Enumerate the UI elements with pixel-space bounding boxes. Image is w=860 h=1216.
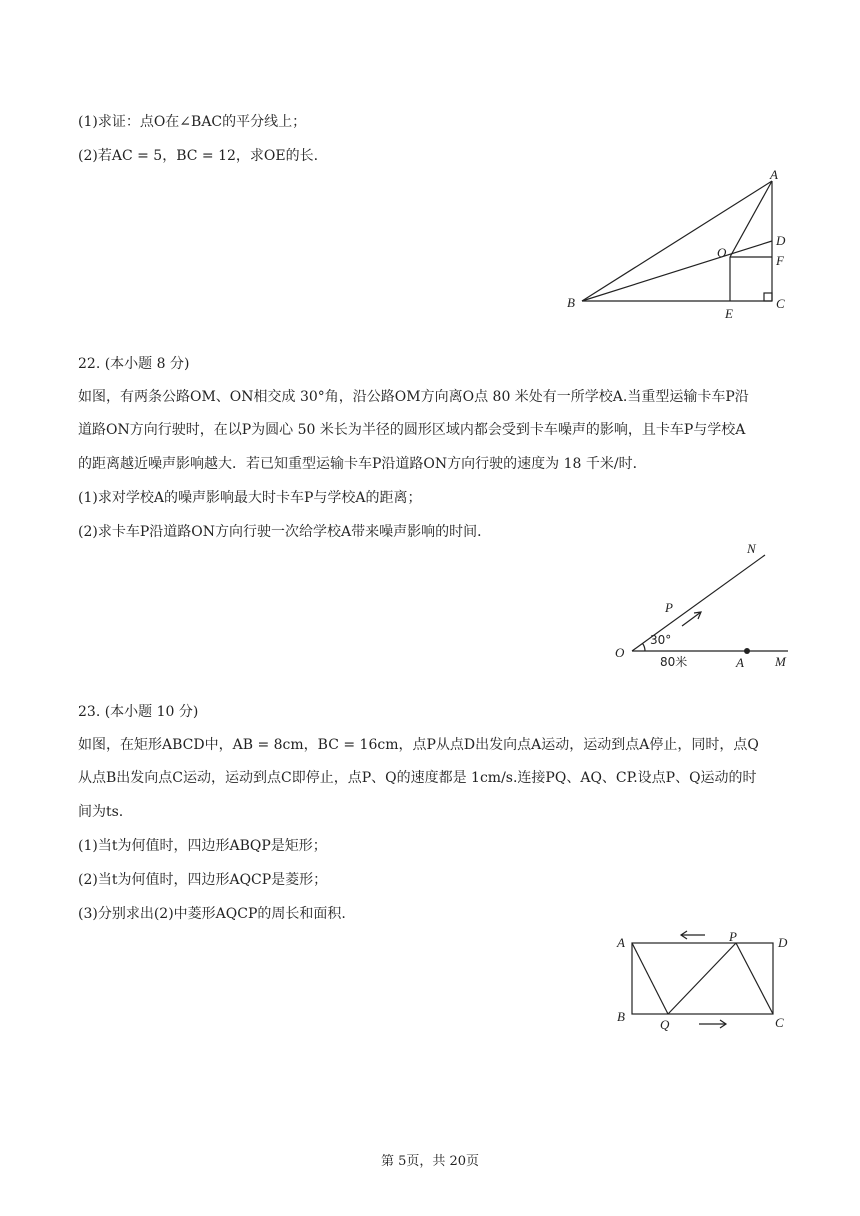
page-footer: 第 5页，共 20页 — [380, 1154, 480, 1169]
q23-label-d: D — [778, 935, 788, 950]
q22-label-o: O — [615, 645, 625, 660]
q21-label-o: O — [717, 245, 727, 260]
q21-triangle-figure — [560, 165, 800, 325]
q21-label-a: A — [770, 167, 778, 182]
q22-part2: (2)求卡车P沿道路ON方向行驶一次给学校A带来噪声影响的时间． — [78, 524, 492, 540]
q21-label-c: C — [776, 296, 785, 311]
q23-part2: (2)当t为何值时，四边形AQCP是菱形； — [78, 872, 328, 888]
q22-label-n: N — [747, 541, 756, 556]
q22-label-p: P — [665, 600, 673, 615]
q23-label-p: P — [729, 929, 737, 944]
q22-label-a: A — [736, 655, 744, 670]
q23-label-q: Q — [660, 1017, 670, 1032]
q21-label-b: B — [567, 295, 575, 310]
q21-part2: (2)若AC = 5，BC = 12，求OE的长. — [78, 148, 319, 164]
q23-rectangle-figure — [605, 925, 805, 1040]
q23-body-line2: 从点B出发向点C运动，运动到点C即停止，点P、Q的速度都是 1cm/s.连接PQ、AQ、CP.设点P、Q运动的时 — [78, 770, 757, 786]
q21-label-f: F — [776, 253, 784, 268]
q23-label-b: B — [617, 1009, 625, 1024]
q23-label-a: A — [617, 935, 625, 950]
q22-part1: (1)求对学校A的噪声影响最大时卡车P与学校A的距离； — [78, 490, 422, 506]
q21-label-d: D — [776, 233, 786, 248]
q23-body-line3: 间为ts. — [78, 804, 124, 820]
q22-label-m: M — [775, 654, 786, 669]
q22-body-line2: 道路ON方向行驶时，在以P为圆心 50 米长为半径的圆形区域内都会受到卡车噪声的影响，且卡车P与学校A — [78, 422, 746, 438]
q23-part3: (3)分别求出(2)中菱形AQCP的周长和面积. — [78, 906, 346, 922]
q22-angle-label: 30° — [650, 633, 672, 647]
q22-body-line3: 的距离越近噪声影响越大．若已知重型运输卡车P沿道路ON方向行驶的速度为 18 千米/时． — [78, 456, 647, 472]
q22-distance-label: 80米 — [660, 655, 688, 669]
q23-label-c: C — [775, 1015, 784, 1030]
q22-header: 22. (本小题 8 分) — [78, 356, 190, 372]
q21-label-e: E — [725, 306, 733, 321]
q21-part1: (1)求证：点O在∠BAC的平分线上； — [78, 114, 307, 130]
q23-part1: (1)当t为何值时，四边形ABQP是矩形； — [78, 838, 327, 854]
q22-body-line1: 如图，有两条公路OM、ON相交成 30°角，沿公路OM方向离O点 80 米处有一所学校A.当重型运输卡车P沿 — [78, 389, 749, 405]
q23-body-line1: 如图，在矩形ABCD中，AB = 8cm，BC = 16cm，点P从点D出发向点A运动，运动到点A停止，同时，点Q — [78, 737, 759, 753]
q23-header: 23. (本小题 10 分) — [78, 704, 199, 720]
q22-roads-figure — [605, 540, 805, 675]
